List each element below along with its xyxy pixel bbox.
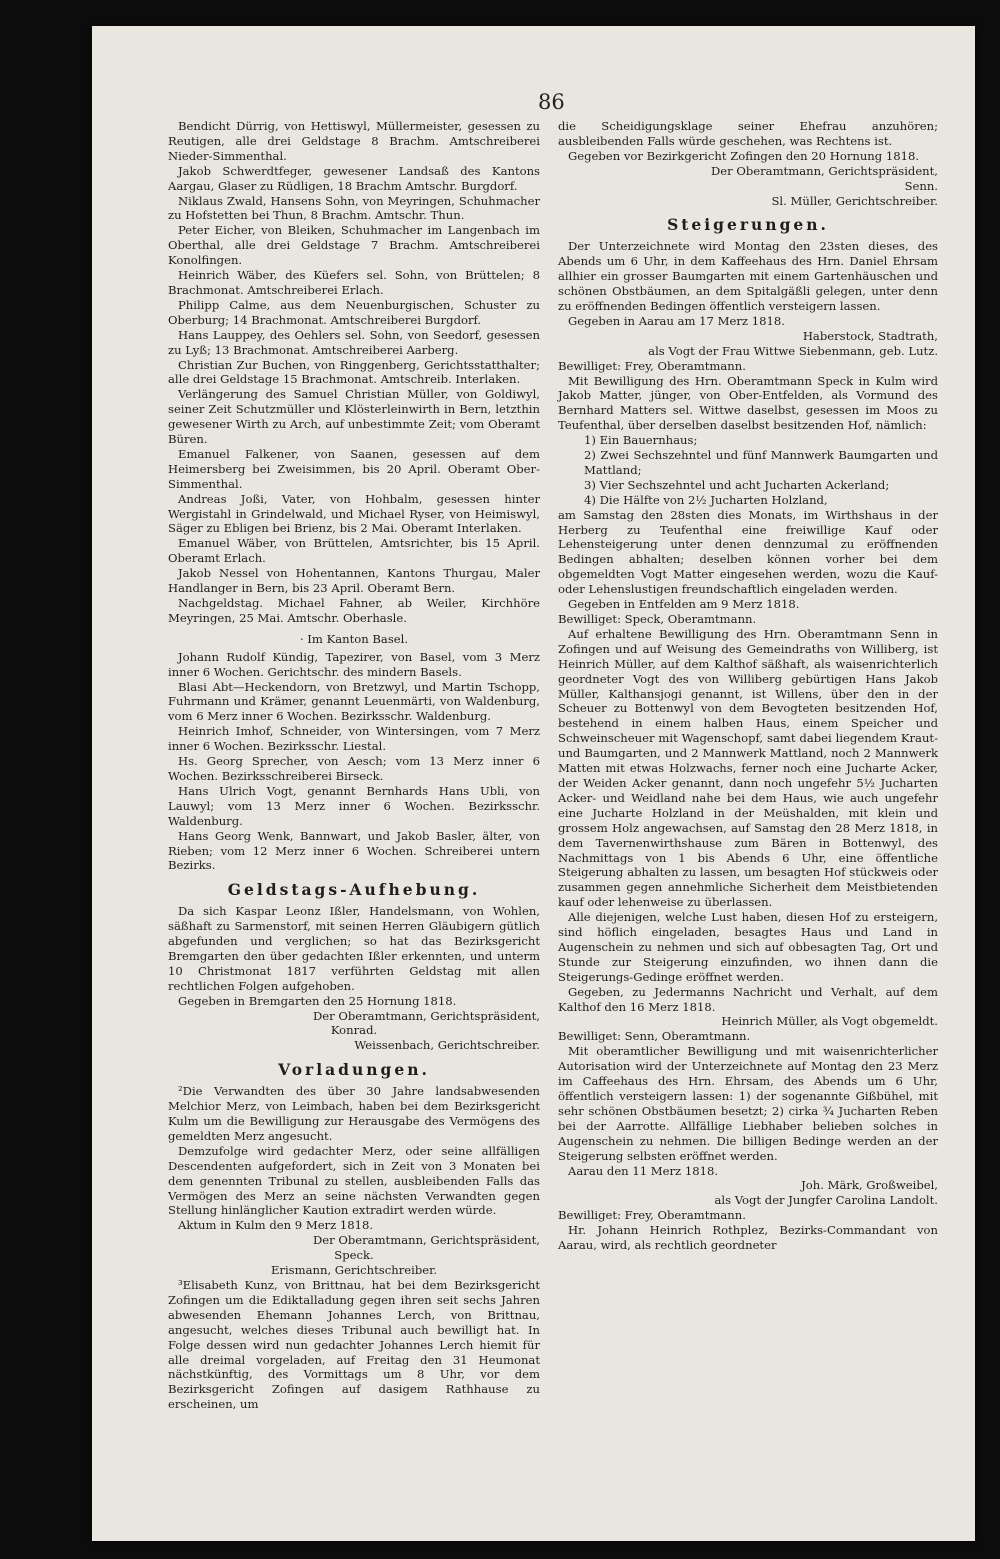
paragraph: Hs. Georg Sprecher, von Aesch; vom 13 Merz inner 6 Wochen. Bezirksschreiberei Birseck. [168, 754, 540, 783]
paragraph: Aktum in Kulm den 9 Merz 1818. [178, 1218, 374, 1233]
paragraph: Gegeben in Entfelden am 9 Merz 1818. [568, 597, 800, 612]
paragraph: Jakob Nessel von Hohentannen, Kantons Thurgau, Maler Handlanger in Bern, bis 23 April. Oberamt Bern. [168, 566, 540, 596]
paragraph: Emanuel Wäber, von Brüttelen, Amtsrichter, bis 15 April. Oberamt Erlach. [168, 536, 540, 566]
paragraph: Hans Ulrich Vogt, genannt Bernhards Hans Ubli, von Lauwyl; vom 13 Merz inner 6 Wochen. Bezirksschr. Waldenburg. [168, 783, 540, 828]
right-column [558, 119, 938, 1253]
signature-line: Erismann, Gerichtschreiber. [270, 1263, 438, 1278]
list-item: 3) Vier Sechszehntel und acht Jucharten Ackerland; [584, 477, 890, 492]
signature-line: als Vogt der Jungfer Carolina Landolt. [714, 1193, 938, 1208]
paragraph: Bewilliget: Senn, Oberamtmann. [558, 1029, 751, 1044]
paragraph: Demzufolge wird gedachter Merz, oder seine allfälligen Descendenten aufgefordert, sich in Zeit von 3 Monaten bei dem genennten Tribunal zu stellen, ausbleibenden Falls das Vermögen des Merz an seine nächsten Verwandten gegen Stellung hinlänglicher Kaution extradirt werden würde. [168, 1143, 540, 1218]
paragraph: Gegeben vor Bezirkgericht Zofingen den 20 Hornung 1818. [568, 148, 920, 163]
section-heading: Geldstags-Aufhebung. [227, 880, 481, 900]
paragraph: Bewilliget: Frey, Oberamtmann. [558, 1208, 746, 1223]
paragraph: Emanuel Falkener, von Saanen, gesessen auf dem Heimersberg bei Zweisimmen, bis 20 April. Oberamt Ober-Simmenthal. [168, 446, 540, 491]
paragraph: Hans Georg Wenk, Bannwart, und Jakob Basler, älter, von Rieben; vom 12 Merz inner 6 Wochen. Schreiberei untern Bezirks. [168, 828, 540, 873]
paragraph: Verlängerung des Samuel Christian Müller, von Goldiwyl, seiner Zeit Schutzmüller und Klösterleinwirth in Bern, letzthin gewesener Wirth zu Arch, auf unbestimmte Zeit; vom Oberamt Büren. [168, 387, 540, 447]
paragraph: Gegeben in Bremgarten den 25 Hornung 1818. [178, 993, 457, 1008]
section-heading: Steigerungen. [667, 215, 829, 235]
paragraph: Peter Eicher, von Bleiken, Schuhmacher im Langenbach im Oberthal, alle drei Geldstage 7 Brachm. Amtschreiberei Konolfingen. [168, 223, 540, 268]
signature-line: Der Oberamtmann, Gerichtspräsident, [710, 163, 938, 178]
paragraph: ²Die Verwandten des über 30 Jahre landsabwesenden Melchior Merz, von Leimbach, haben bei dem Bezirksgericht Kulm um die Bewilligung zur Herausgabe des Vermögens des gemeldten Merz angesucht. [168, 1084, 540, 1143]
signature-line: Weissenbach, Gerichtschreiber. [354, 1038, 540, 1053]
section-heading: Vorladungen. [278, 1060, 430, 1080]
signature-line: Der Oberamtmann, Gerichtspräsident, [312, 1233, 540, 1248]
paragraph: ³Elisabeth Kunz, von Brittnau, hat bei dem Bezirksgericht Zofingen um die Ediktalladung gegen ihren seit sechs Jahren abwesenden Ehemann Johannes Lerch, von Brittnau, angesucht, welches dieses Tribunal auch bewilligt hat. In Folge dessen wird nun gedachter Johannes Lerch hiemit für alle dreimal vorgeladen, auf Freitag den 31 Heumonat nächstkünftig, des Vormittags um 8 Uhr, vor dem Bezirksgericht Zofingen auf dasigem Rathhause zu erscheinen, um [168, 1277, 540, 1412]
signature-line: Senn. [904, 178, 938, 193]
paragraph: Johann Rudolf Kündig, Tapezirer, von Basel, vom 3 Merz inner 6 Wochen. Gerichtschr. des mindern Basels. [168, 649, 540, 679]
paragraph: Auf erhaltene Bewilligung des Hrn. Oberamtmann Senn in Zofingen und auf Weisung des Gemeindraths von Williberg, ist Heinrich Müller, auf dem Kalthof säßhaft, als waisenrichterlich geordneter Vogt des von Williberg gebürtigen Hans Jakob Müller, Kalthansjogi genannt, ist Willens, über den in der Scheuer zu Bottenwyl von dem Bevogteten besitzenden Hof, bestehend in einem halben Haus, einem Speicher und Schweinscheuer mit Wagenschopf, samt dabei liegendem Kraut- und Baumgarten, und 2 Mannwerk Mattland, noch 2 Mannwerk Matten mit etwas Holzwachs, ferner noch eine Jucharte Acker, der Weiden Acker genannt, dann noch ungefehr 5½ Jucharten Acker- und Weidland nahe bei dem Haus, wie auch ungefehr eine Jucharte Holzland in der Meüshalden, mit klein und grossem Holz angewachsen, auf Samstag den 28 Merz 1818, in dem Tavernenwirthshause zum Bären in Bottenwyl, des Nachmittags von 1 bis Abends 6 Uhr, eine öffentliche Steigerung abhalten zu lassen, um besagten Hof stückweis oder zusammen gegen annehmliche Sicherheit dem Meistbietenden kauf oder lehenweise zu überlassen. [558, 626, 938, 910]
paragraph: Jakob Schwerdtfeger, gewesener Landsaß des Kantons Aargau, Glaser zu Rüdligen, 18 Brachm Amtschr. Burgdorf. [168, 163, 540, 193]
paragraph: die Scheidigungsklage seiner Ehefrau anzuhören; ausbleibenden Falls würde geschehen, was Rechtens ist. [558, 119, 938, 148]
paragraph: Christian Zur Buchen, von Ringgenberg, Gerichtsstatthalter; alle drei Geldstage 15 Brachmonat. Amtschreib. Interlaken. [168, 357, 540, 387]
left-column [168, 119, 540, 1412]
list-item: 4) Die Hälfte von 2½ Jucharten Holzland, [584, 492, 828, 507]
paragraph: Mit oberamtlicher Bewilligung und mit waisenrichterlicher Autorisation wird der Unterzeichnete auf Montag den 23 Merz im Caffeehaus des Hrn. Ehrsam, des Abends um 6 Uhr, öffentlich versteigern lassen: 1) der sogenannte Gißbühel, mit sehr schönen Obstbäumen besetzt; 2) cirka ¾ Jucharten Reben bei der Aarrotte. Allfällige Liebhaber belieben solches in Augenschein zu nehmen. Die billigen Bedinge werden an der Steigerung selbsten eröffnet werden. [558, 1044, 938, 1163]
paragraph: Aarau den 11 Merz 1818. [568, 1163, 719, 1178]
paragraph: Hans Lauppey, des Oehlers sel. Sohn, von Seedorf, gesessen zu Lyß; 13 Brachmonat. Amtschreiberei Aarberg. [168, 327, 540, 357]
paragraph: Hr. Johann Heinrich Rothplez, Bezirks-Commandant von Aarau, wird, als rechtlich geordneter [558, 1223, 938, 1253]
paragraph: Heinrich Wäber, des Küefers sel. Sohn, von Brüttelen; 8 Brachmonat. Amtschreiberei Erlach. [168, 268, 540, 297]
list-item: 2) Zwei Sechszehntel und fünf Mannwerk Baumgarten und Mattland; [584, 448, 938, 477]
paragraph: Bendicht Dürrig, von Hettiswyl, Müllermeister, gesessen zu Reutigen, alle drei Geldstage 8 Brachm. Amtschreiberei Nieder-Simmenthal. [168, 119, 540, 163]
paragraph: Andreas Joßi, Vater, von Hohbalm, gesessen hinter Wergistahl in Grindelwald, und Michael Ryser, von Heimiswyl, Säger zu Ebligen bei Brienz, bis 2 Mai. Oberamt Interlaken. [168, 491, 540, 536]
paragraph: Philipp Calme, aus dem Neuenburgischen, Schuster zu Oberburg; 14 Brachmonat. Amtschreiberei Burgdorf. [168, 297, 540, 327]
paragraph: Niklaus Zwald, Hansens Sohn, von Meyringen, Schuhmacher zu Hofstetten bei Thun, 8 Brachm. Amtschr. Thun. [168, 193, 540, 223]
paragraph: Gegeben in Aarau am 17 Merz 1818. [568, 313, 785, 328]
signature-line: Speck. [334, 1248, 374, 1263]
paragraph: Alle diejenigen, welche Lust haben, diesen Hof zu ersteigern, sind höflich eingeladen, besagtes Haus und Land in Augenschein zu nehmen und sich auf obbesagten Tag, Ort und Stunde zur Steigerung einzufinden, wo ihnen dann die Steigerungs-Gedinge eröffnet werden. [558, 910, 938, 984]
page-number: 86 [538, 90, 565, 114]
paragraph: Blasi Abt—Heckendorn, von Bretzwyl, und Martin Tschopp, Fuhrmann und Krämer, genannt Leuenmärti, von Waldenburg, vom 6 Merz inner 6 Wochen. Bezirksschr. Waldenburg. [168, 679, 540, 724]
paragraph: Bewilliget: Frey, Oberamtmann. [558, 358, 746, 373]
paragraph: Da sich Kaspar Leonz Ißler, Handelsmann, von Wohlen, säßhaft zu Sarmenstorf, mit seinen Herren Gläubigern gütlich abgefunden und verglichen; so hat das Bezirksgericht Bremgarten den über gedachten Ißler erkennten, und unterm 10 Christmonat 1817 verführten Geldstag mit allen rechtlichen Folgen aufgehoben. [168, 904, 540, 993]
paragraph: Heinrich Imhof, Schneider, von Wintersingen, vom 7 Merz inner 6 Wochen. Bezirksschr. Liestal. [168, 724, 540, 754]
signature-line: Haberstock, Stadtrath, [802, 328, 938, 343]
signature-line: Sl. Müller, Gerichtschreiber. [771, 193, 938, 208]
paragraph: Der Unterzeichnete wird Montag den 23sten dieses, des Abends um 6 Uhr, in dem Kaffeehaus des Hrn. Daniel Ehrsam allhier ein grosser Baumgarten mit einem Gartenhäuschen und schönen Obstbäumen, an dem Spitalgäßli gelegen, unter denn zu eröffnenden Bedingen öffentlich versteigern lassen. [558, 239, 938, 313]
signature-line: Der Oberamtmann, Gerichtspräsident, [312, 1008, 540, 1023]
signature-line: als Vogt der Frau Wittwe Siebenmann, geb. Lutz. [648, 343, 938, 358]
paragraph: Mit Bewilligung des Hrn. Oberamtmann Speck in Kulm wird Jakob Matter, jünger, von Ober-Entfelden, als Vormund des Bernhard Matters sel. Wittwe daselbst, gesessen im Moos zu Teufenthal, über derselben daselbst besitzenden Hof, nämlich: [558, 373, 938, 433]
paragraph: am Samstag den 28sten dies Monats, im Wirthshaus in der Herberg zu Teufenthal eine freiwillige Kauf oder Lehensteigerung unter denen dennzumal zu eröffnenden Bedingen abhalten; deselben können vorher bei dem obgemeldten Vogt Matter eingesehen werden, wozu die Kauf- oder Lehenslustigen freundschaftlich eingeladen werden. [558, 507, 938, 597]
subheading: · Im Kanton Basel. [299, 631, 409, 646]
paragraph: Nachgeldstag. Michael Fahner, ab Weiler, Kirchhöre Meyringen, 25 Mai. Amtschr. Oberhasle. [168, 596, 540, 625]
paragraph: Bewilliget: Speck, Oberamtmann. [558, 612, 757, 626]
signature-line: Konrad. [330, 1023, 378, 1038]
newspaper-page [92, 26, 975, 1541]
paragraph: Gegeben, zu Jedermanns Nachricht und Verhalt, auf dem Kalthof den 16 Merz 1818. [558, 984, 938, 1014]
signature-line: Joh. Märk, Großweibel, [801, 1178, 938, 1193]
signature-line: Heinrich Müller, als Vogt obgemeldt. [721, 1014, 938, 1029]
list-item: 1) Ein Bauernhaus; [584, 433, 698, 448]
